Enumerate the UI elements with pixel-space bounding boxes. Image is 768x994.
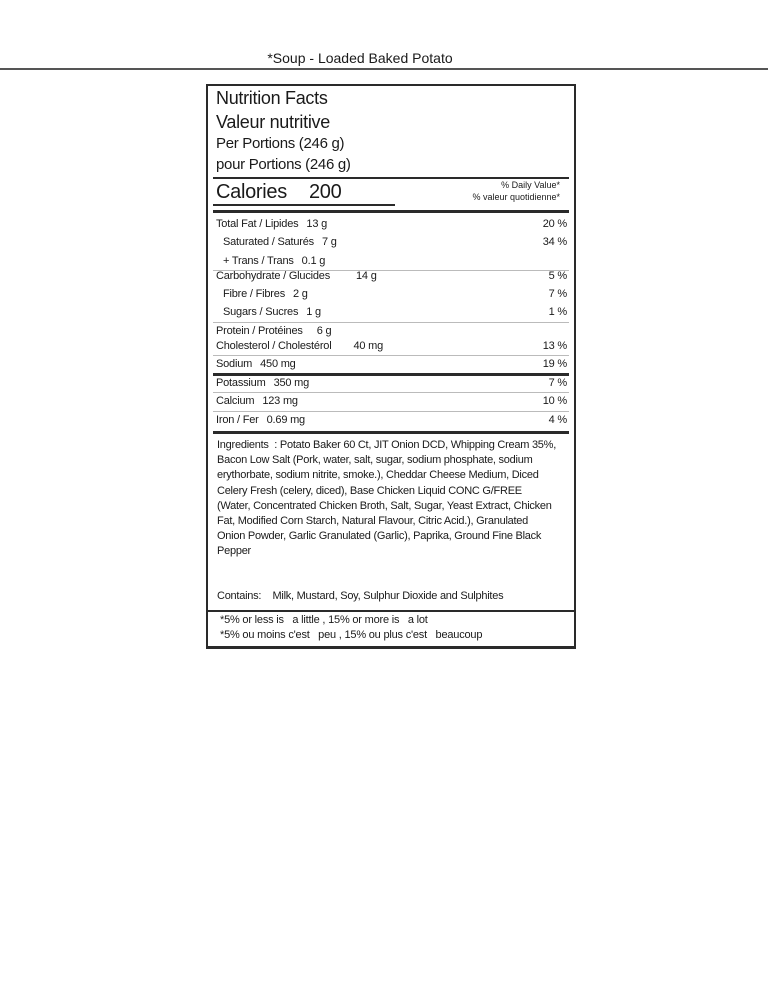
nutrient-percent: 13 % xyxy=(542,340,567,352)
ingredients-block: Ingredients : Potato Baker 60 Ct, JIT Onion DCD, Whipping Cream 35%, Bacon Low Salt (Pork, water, salt, sugar, sodium phosphate, sodium erythorbate, sodium nitrite, smoke.), Cheddar Cheese Medium, Diced Celery Fresh (celery, diced), Base Chicken Liquid CONC G/FREE (Water, Concentrated Chicken Broth, Salt, Sugar, Yeast Extract, Chicken Fat, Modified Corn Starch, Natural Flavour, Citric Acid.), Granulated Onion Powder, Garlic Granulated (Garlic), Paprika, Ground Fine Black Pepper xyxy=(217,439,557,558)
serving-size-fr: pour Portions (246 g) xyxy=(216,156,351,173)
nutrient-percent: 4 % xyxy=(548,414,567,426)
calories-underline xyxy=(213,204,395,206)
nutrient-amount: 1 g xyxy=(306,306,321,318)
nutrient-name: Potassium xyxy=(216,377,266,389)
nutrient-row-fibre xyxy=(213,286,569,304)
footnote-en: *5% or less is a little , 15% or more is a lot xyxy=(220,614,428,626)
footnote-fr: *5% ou moins c'est peu , 15% ou plus c'est beaucoup xyxy=(220,629,483,641)
nutrient-name: Carbohydrate / Glucides xyxy=(216,270,331,282)
calories-value: 200 xyxy=(308,181,342,203)
nutrient-percent: 19 % xyxy=(542,358,567,370)
document-title: *Soup - Loaded Baked Potato xyxy=(267,50,453,66)
nutrient-amount: 40 mg xyxy=(353,340,384,352)
nutrient-amount: 2 g xyxy=(293,288,308,300)
contains-text: Milk, Mustard, Soy, Sulphur Dioxide and Sulphites xyxy=(272,590,504,602)
nutrient-name: Calcium xyxy=(216,395,255,407)
serving-size-en: Per Portions (246 g) xyxy=(216,135,345,152)
nutrient-name: Saturated / Saturés xyxy=(223,236,314,248)
calories-label: Calories xyxy=(216,181,287,203)
title-divider xyxy=(0,68,768,70)
nutrient-amount: 123 mg xyxy=(262,395,298,407)
nutrient-row-cholesterol xyxy=(213,338,569,356)
nutrient-row-carbohydrate xyxy=(213,268,569,286)
contains-label: Contains: xyxy=(217,590,262,602)
nutrient-percent: 7 % xyxy=(548,377,567,389)
serving-divider xyxy=(213,177,569,179)
nutrient-amount: 7 g xyxy=(321,236,337,248)
daily-value-fr: % valeur quotidienne* xyxy=(472,192,560,202)
nutrient-row-iron xyxy=(213,412,569,430)
nutrient-percent: 1 % xyxy=(548,306,567,318)
calories-row xyxy=(216,181,341,204)
nutrient-row-calcium xyxy=(213,393,569,411)
calories-divider xyxy=(213,210,569,213)
heading-fr: Valeur nutritive xyxy=(216,112,330,132)
nutrient-amount: 6 g xyxy=(316,325,332,337)
heading-en: Nutrition Facts xyxy=(216,88,328,108)
nutrient-amount: 350 mg xyxy=(273,377,310,389)
daily-value-en: % Daily Value* xyxy=(501,180,560,190)
ingredients-text: Potato Baker 60 Ct, JIT Onion DCD, Whipping Cream 35%, Bacon Low Salt (Pork, water, salt, sugar, sodium phosphate, sodium erythorbate, sodium nitrite, smoke.), Cheddar Cheese Medium, Diced Celery Fresh (celery, diced), Base Chicken Liquid CONC G/FREE (Water, Concentrated Chicken Broth, Salt, Sugar, Yeast Extract, Chicken Fat, Modified Corn Starch, Natural Flavour, Citric Acid.), Granulated Onion Powder, Garlic Granulated (Garlic), Paprika, Ground Fine Black Pepper xyxy=(217,439,557,558)
ingredients-label: Ingredients xyxy=(217,439,269,451)
nutrient-amount: 14 g xyxy=(356,270,377,282)
nutrient-name: Sugars / Sucres xyxy=(223,306,299,318)
nutrient-name: Protein / Protéines xyxy=(216,325,303,337)
nutrient-name: + Trans / Trans xyxy=(223,255,294,267)
footnote-divider xyxy=(208,610,574,612)
nutrient-name: Iron / Fer xyxy=(216,414,259,426)
nutrient-percent: 7 % xyxy=(548,288,567,300)
nutrient-percent: 20 % xyxy=(542,218,567,230)
nutrient-percent: 5 % xyxy=(548,270,567,282)
nutrient-row-saturated xyxy=(213,234,569,252)
contains-block xyxy=(217,590,562,602)
nutrient-amount: 0.69 mg xyxy=(266,414,305,426)
nutrient-percent: 10 % xyxy=(542,395,567,407)
nutrition-facts-label xyxy=(206,84,576,649)
nutrient-amount: 0.1 g xyxy=(301,255,326,267)
nutrient-name: Cholesterol / Cholestérol xyxy=(216,340,332,352)
nutrient-name: Sodium xyxy=(216,358,253,370)
nutrient-row-sugars xyxy=(213,304,569,322)
nutrient-amount: 450 mg xyxy=(260,358,296,370)
nutrient-row-potassium xyxy=(213,375,569,393)
nutrient-name: Total Fat / Lipides xyxy=(216,218,299,230)
nutrient-row-sodium xyxy=(213,356,569,374)
iron-divider xyxy=(213,431,569,434)
nutrient-amount: 13 g xyxy=(306,218,328,230)
nutrient-percent: 34 % xyxy=(542,236,567,248)
nutrient-row-total-fat xyxy=(213,216,569,234)
nutrient-name: Fibre / Fibres xyxy=(223,288,285,300)
